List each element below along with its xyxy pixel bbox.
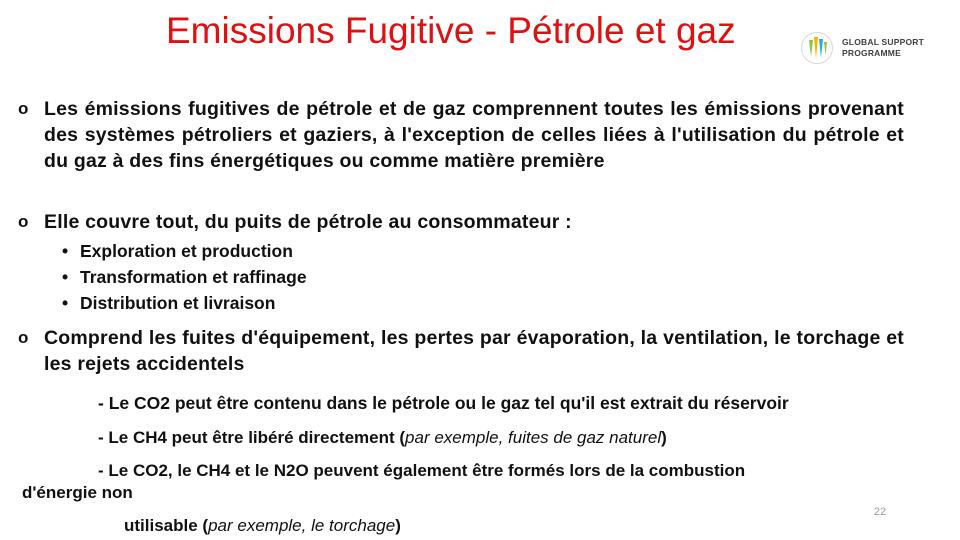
note-ch4-release (98, 427, 667, 449)
note-example: par exemple, fuites de gaz naturel (405, 428, 662, 447)
sub-item-distribution (62, 290, 275, 316)
logo (800, 30, 940, 66)
bullet-marker: o (18, 328, 29, 347)
slide-title: Emissions Fugitive - Pétrole et gaz (166, 10, 736, 51)
logo-text (842, 37, 924, 59)
sub-item-transformation (62, 264, 307, 290)
bullet-coverage (18, 209, 904, 235)
page-number: 22 (873, 506, 887, 518)
logo-line-2: PROGRAMME (842, 48, 901, 58)
note-co2-reservoir: - Le CO2 peut être contenu dans le pétrole ou le gaz tel qu'il est extrait du réservoir (98, 393, 789, 413)
sub-bullet-marker: • (62, 241, 69, 261)
note-combustion-line-1: - Le CO2, le CH4 et le N2O peuvent également être formés lors de la combustion (98, 461, 746, 480)
logo-line-1: GLOBAL SUPPORT (842, 37, 924, 47)
note-combustion-line-3 (124, 515, 401, 537)
sub-bullet-marker: • (62, 293, 69, 313)
note-text: ) (661, 428, 667, 447)
note-text: - Le CH4 peut être libéré directement ( (98, 428, 406, 447)
bullet-text: Comprend les fuites d'équipement, les pertes par évaporation, la ventilation, le torchage et les rejets accidentels (44, 327, 904, 375)
bullet-includes (18, 325, 904, 377)
sub-item-exploration (62, 238, 293, 264)
global-support-programme-logo-icon (800, 31, 834, 65)
bullet-text: Les émissions fugitives de pétrole et de gaz comprennent toutes les émissions provenant des systèmes pétroliers et gaziers, à l'exception de celles liées à l'utilisation du pétrole et du gaz à des fins énergétiques ou comme matière première (44, 98, 904, 172)
note-text: utilisable ( (124, 516, 209, 535)
sub-bullet-marker: • (62, 267, 69, 287)
bullet-marker: o (18, 99, 29, 118)
bullet-emissions-definition (18, 96, 904, 174)
bullet-marker: o (18, 212, 29, 231)
sub-item-text: Distribution et livraison (80, 293, 276, 313)
note-text: ) (395, 516, 401, 535)
bullet-text: Elle couvre tout, du puits de pétrole au consommateur : (44, 211, 572, 233)
note-combustion-line-2: d'énergie non (22, 483, 133, 502)
note-example: par exemple, le torchage (208, 516, 396, 535)
sub-item-text: Exploration et production (80, 241, 293, 261)
sub-item-text: Transformation et raffinage (80, 267, 307, 287)
